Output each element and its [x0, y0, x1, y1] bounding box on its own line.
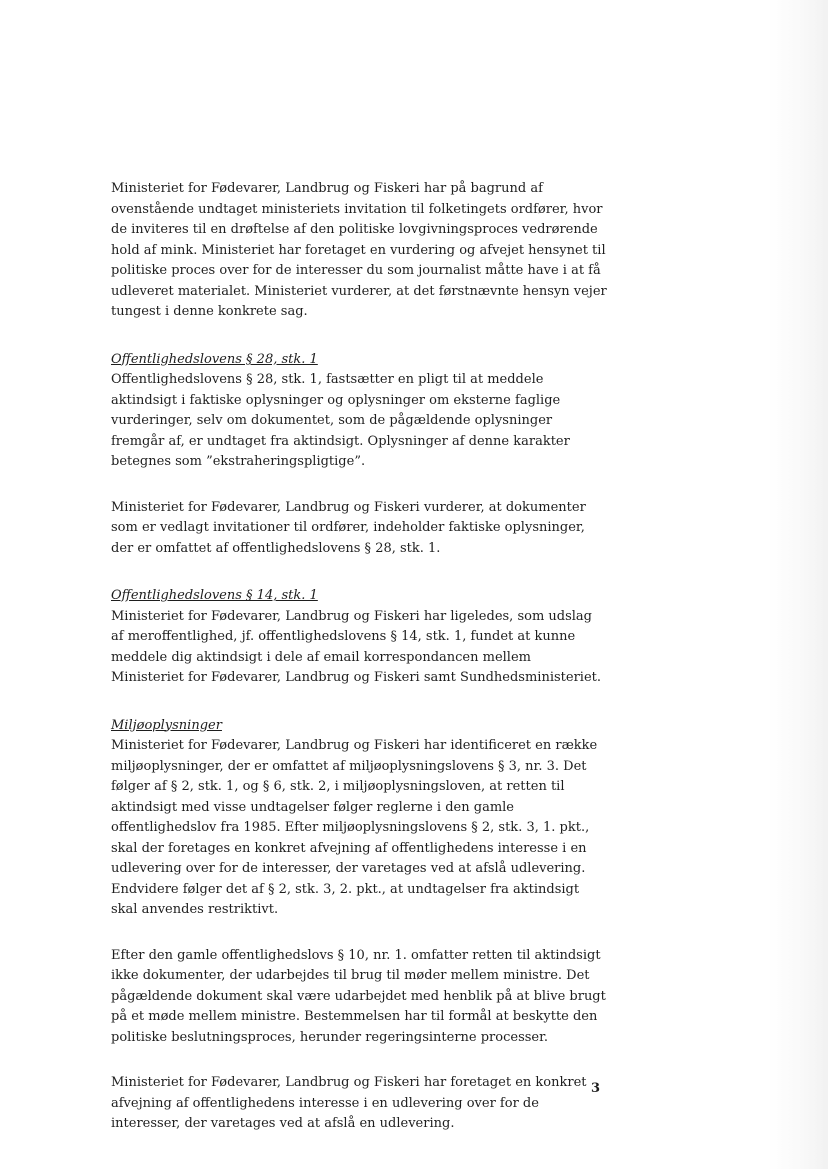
heading-offentlighedsloven-28: Offentlighedslovens § 28, stk. 1 — [111, 351, 318, 367]
paragraph-afvejning: Ministeriet for Fødevarer, Landbrug og Fiskeri har foretaget en konkret afvejning af offentlighedens interesse i en udlevering over for de interesser, der varetages ved at afslå en udlevering. — [111, 1075, 587, 1131]
paragraph-vurdering: Ministeriet for Fødevarer, Landbrug og Fiskeri vurderer, at dokumenter som er vedlagt invitationer til ordfører, indeholder faktiske oplysninger, der er omfattet af offentlighedslovens § 28, stk. 1. — [111, 499, 586, 556]
document-body — [111, 179, 607, 1135]
paragraph-meroffentlighed: Ministeriet for Fødevarer, Landbrug og Fiskeri har ligeledes, som udslag af meroffentlighed, jf. offentlighedslovens § 14, stk. 1, fundet at kunne meddele dig aktindsigt i dele af email korrespondancen mellem Ministeriet for Fødevarer, Landbrug og Fiskeri samt Sundhedsministeriet. — [111, 608, 602, 685]
paragraph-gamle-offentlighedslov: Efter den gamle offentlighedslovs § 10, nr. 1. omfatter retten til aktindsigt ikke dokumenter, der udarbejdes til brug til møder mellem ministre. Det pågældende dokument skal være udarbejdet med henblik på at blive brugt på et møde mellem ministre. Bestemmelsen har til formål at beskytte den politiske beslutningsproces, herunder regeringsinterne processer. — [111, 947, 606, 1045]
paragraph-miljooplysninger: Ministeriet for Fødevarer, Landbrug og Fiskeri har identificeret en række miljøoplysninger, der er omfattet af miljøoplysningslovens § 3, nr. 3. Det følger af § 2, stk. 1, og § 6, stk. 2, i miljøoplysningsloven, at retten til aktindsigt med visse undtagelser følger reglerne i den gamle offentlighedslov fra 1985. Efter miljøoplysningslovens § 2, stk. 3, 1. pkt., skal der foretages en konkret afvejning af offentlighedens interesse i en udlevering over for de interesser, der varetages ved at afslå udlevering. Endvidere følger det af § 2, stk. 3, 2. pkt., at undtagelser fra aktindsigt skal anvendes restriktivt. — [111, 738, 598, 917]
paragraph-ekstrahering: Offentlighedslovens § 28, stk. 1, fastsætter en pligt til at meddele aktindsigt i faktiske oplysninger og oplysninger om eksterne faglige vurderinger, selv om dokumentet, som de pågældende oplysninger fremgår af, er undtaget fra aktindsigt. Oplysninger af denne karakter betegnes som ”ekstraheringspligtige”. — [111, 372, 570, 469]
paragraph-intro: Ministeriet for Fødevarer, Landbrug og Fiskeri har på bagrund af ovenstående undtaget ministeriets invitation til folketingets ordfører, hvor de inviteres til en drøftelse af den politiske lovgivningsproces vedrørende hold af mink. Ministeriet har foretaget en vurdering og afvejet hensynet til politiske proces over for de interesser du som journalist måtte have i at få udleveret materialet. Ministeriet vurderer, at det førstnævnte hensyn vejer tungest i denne konkrete sag. — [111, 181, 607, 319]
scan-edge-shadow — [768, 0, 828, 1169]
heading-miljooplysninger: Miljøoplysninger — [111, 717, 222, 733]
page-number: 3 — [591, 1081, 601, 1096]
heading-offentlighedsloven-14: Offentlighedslovens § 14, stk. 1 — [111, 588, 318, 603]
